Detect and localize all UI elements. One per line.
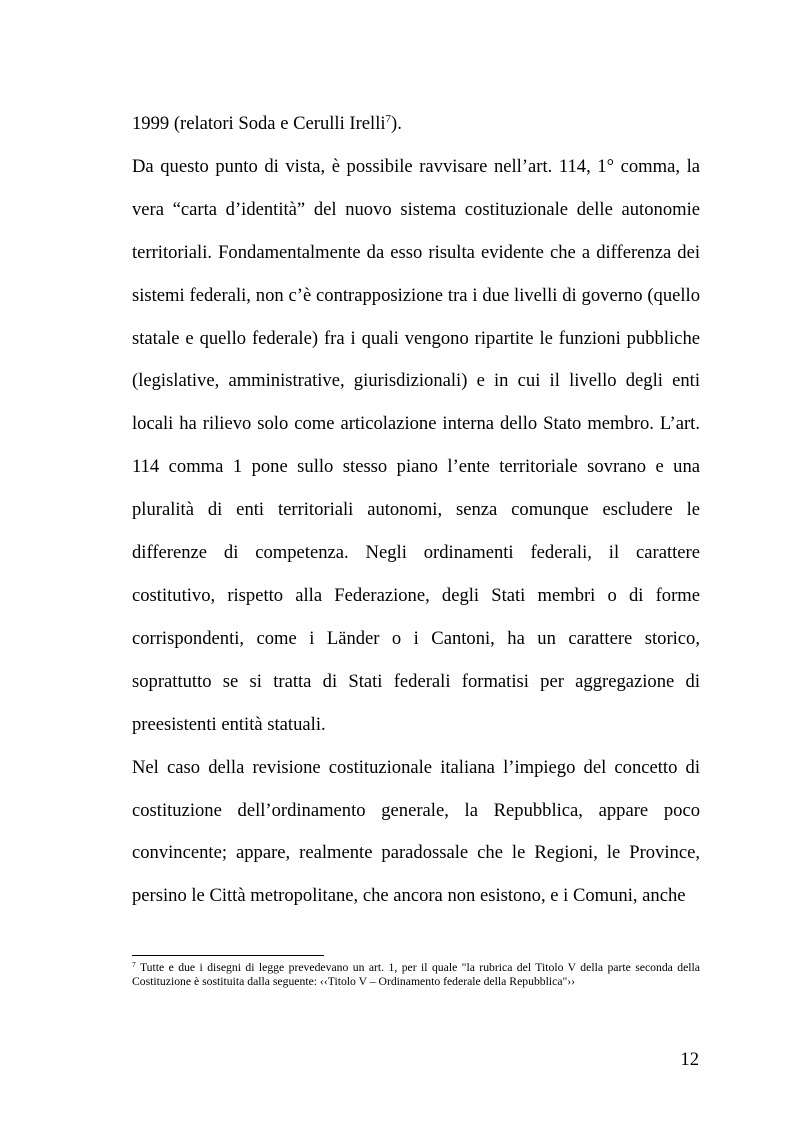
intro-line <box>132 103 700 146</box>
paragraph-1: Da questo punto di vista, è possibile ravvisare nell’art. 114, 1° comma, la vera “carta d’identità” del nuovo sistema costituzionale delle autonomie territoriali. Fondamentalmente da esso risulta evidente che a differenza dei sistemi federali, non c’è contrapposizione tra i due livelli di governo (quello statale e quello federale) fra i quali vengono ripartite le funzioni pubbliche (legislative, amministrative, giurisdizionali) e in cui il livello degli enti locali ha rilievo solo come articolazione interna dello Stato membro. L’art. 114 comma 1 pone sullo stesso piano l’ente territoriale sovrano e una pluralità di enti territoriali autonomi, senza comunque escludere le differenze di competenza. Negli ordinamenti federali, il carattere costitutivo, rispetto alla Federazione, degli Stati membri o di forme corrispondenti, come i Länder o i Cantoni, ha un carattere storico, soprattutto se si tratta di Stati federali formatisi per aggregazione di preesistenti entità statuali. <box>132 155 700 735</box>
footnote-separator <box>132 955 324 956</box>
footnote-reference: 7 <box>385 113 392 125</box>
footnote-number: 7 <box>132 960 136 969</box>
footnote-text: Tutte e due i disegni di legge prevedevano un art. 1, per il quale "la rubrica del Titolo V della parte seconda della Costituzione è sostituita dalla seguente: ‹‹Titolo V – Ordinamento federale della Repubblica"›› <box>132 961 700 989</box>
intro-line-suffix: ). <box>391 113 402 134</box>
footnote <box>132 961 700 990</box>
intro-line-text: 1999 (relatori Soda e Cerulli Irelli <box>132 113 386 134</box>
page-number: 12 <box>680 1049 699 1070</box>
paragraph-2: Nel caso della revisione costituzionale italiana l’impiego del concetto di costituzione dell’ordinamento generale, la Repubblica, appare poco convincente; appare, realmente paradossale che le Regioni, le Province, persino le Città metropolitane, che ancora non esistono, e i Comuni, anche <box>132 756 700 907</box>
body-text <box>132 103 700 918</box>
